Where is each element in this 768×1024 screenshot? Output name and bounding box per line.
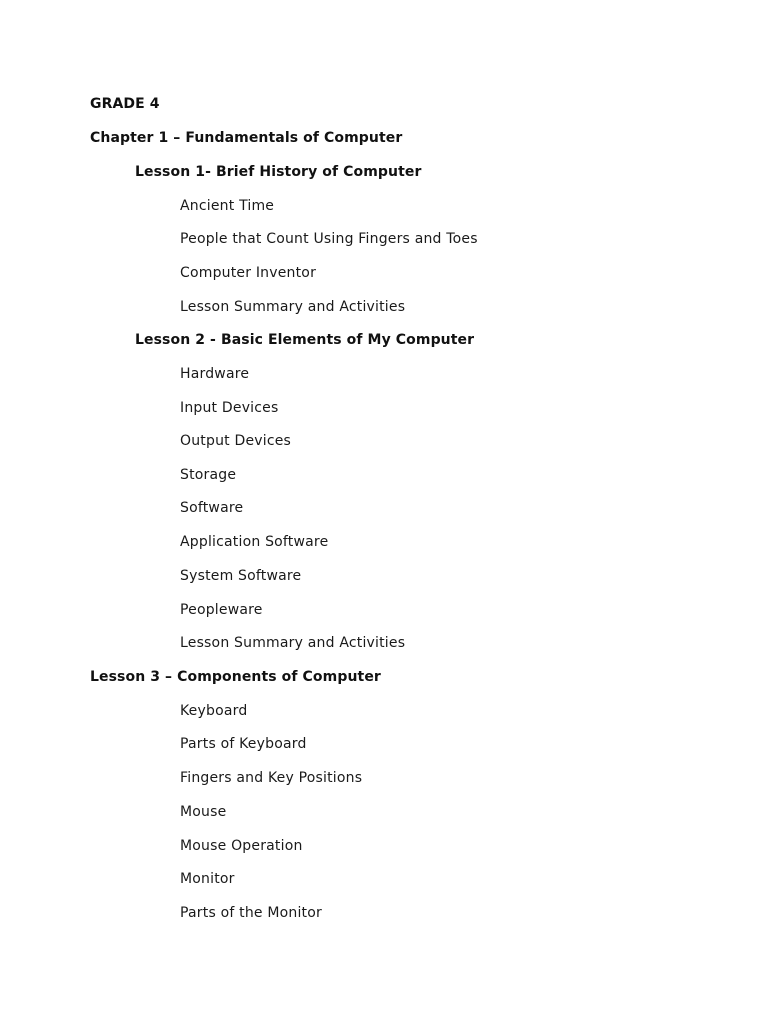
lesson-1-topic: Lesson Summary and Activities [180,299,406,315]
lesson-3-title: Lesson 3 – Components of Computer [90,669,381,685]
lesson-3-topic: Parts of Keyboard [180,736,307,752]
lesson-3-topic: Monitor [180,871,235,887]
lesson-2-topic: Output Devices [180,433,292,449]
lesson-1-title: Lesson 1- Brief History of Computer [135,164,422,180]
grade-heading: GRADE 4 [90,96,160,112]
lesson-2-topic: System Software [180,568,302,584]
lesson-2-topic: Lesson Summary and Activities [180,635,406,651]
lesson-3-topic: Fingers and Key Positions [180,770,363,786]
lesson-3-topic: Parts of the Monitor [180,905,322,921]
lesson-2-title: Lesson 2 - Basic Elements of My Computer [135,332,475,348]
lesson-1-topic: Ancient Time [180,198,275,214]
lesson-2-topic: Input Devices [180,400,279,416]
lesson-3-topic: Mouse Operation [180,838,303,854]
lesson-3-topic: Mouse [180,804,227,820]
lesson-2-topic: Software [180,500,244,516]
lesson-2-topic: Peopleware [180,602,263,618]
lesson-2-topic: Storage [180,467,237,483]
lesson-2-topic: Application Software [180,534,329,550]
chapter-title: Chapter 1 – Fundamentals of Computer [90,130,403,146]
lesson-1-topic: Computer Inventor [180,265,317,281]
lesson-3-topic: Keyboard [180,703,248,719]
lesson-2-topic: Hardware [180,366,250,382]
lesson-1-topic: People that Count Using Fingers and Toes [180,231,478,247]
